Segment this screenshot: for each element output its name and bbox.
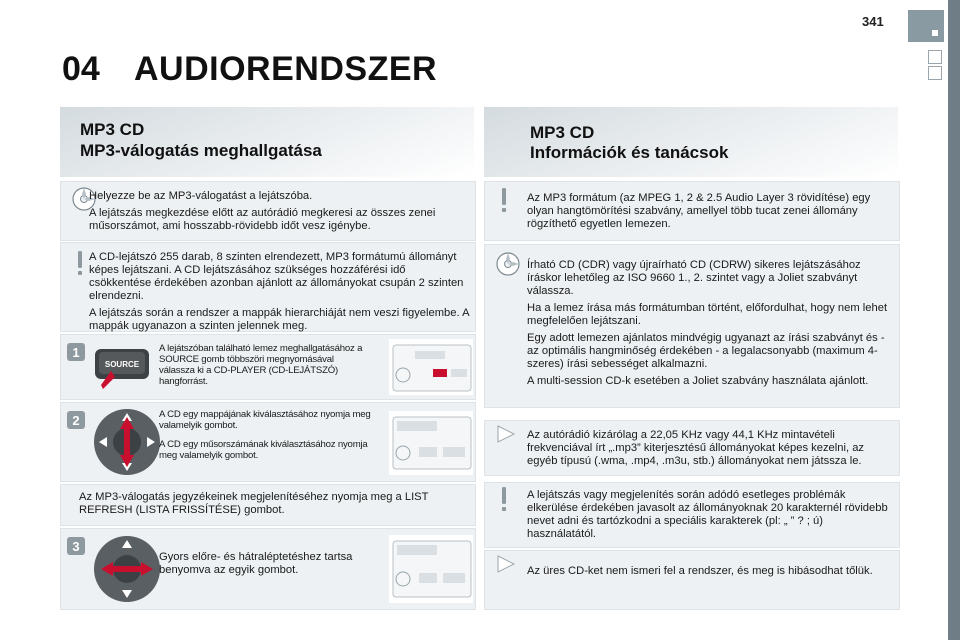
step-number-icon: [67, 411, 85, 429]
right-info-block-2: [484, 244, 900, 408]
page-tab-mark: [932, 30, 938, 36]
side-checkbox-2: [928, 66, 942, 80]
exclamation-icon: [75, 251, 85, 277]
radio-unit-icon: [389, 535, 473, 603]
left-section-header: [60, 107, 474, 177]
chevron-right-icon: [495, 423, 517, 445]
left-block1-p1: Helyezze be az MP3-válogatást a lejátszóba.: [89, 190, 313, 202]
radio-unit-inset-1: [389, 339, 473, 395]
left-block1-p2: A lejátszás megkezdése előtt az autórádió megkeresi az összes zenei műsorszámot, ami hosszabb-rövidebb időt vesz igénybe.: [89, 207, 436, 232]
right-block2-p2: Ha a lemez írása más formátumban történt, előfordulhat, hogy nem lehet megfelelően lejátszani.: [527, 302, 888, 327]
side-checkbox-1: [928, 50, 942, 64]
right-block4-text: A lejátszás vagy megjelenítés során adódó esetleges problémák elkerülése érdekében javasolt az állományoknak 20 karakternél rövidebb nevet adni és tartózkodni a speciális karakterek (pl: „ ” ? ; ú) használatától.: [527, 489, 888, 540]
right-block1-text: Az MP3 formátum (az MPEG 1, 2 & 2.5 Audio Layer 3 rövidítése) egy olyan hangtömörítési szabvány, amellyel több tucat zenei állomány rögzíthető egyetlen lemezen.: [527, 192, 871, 230]
cd-icon: [495, 251, 521, 277]
page-tab: [908, 10, 944, 42]
radio-unit-inset-2: [389, 411, 473, 475]
chapter-number: 04: [62, 50, 100, 88]
left-step2-text2: A CD egy műsorszámának kiválasztásához nyomja meg valamelyik gombot.: [159, 439, 368, 461]
page-edge-strip: [948, 0, 960, 640]
left-info-block-1: [60, 181, 476, 241]
radio-unit-icon: [389, 411, 473, 475]
right-block5-text: Az üres CD-ket nem ismeri fel a rendszer, és meg is hibásodhat tőlük.: [527, 565, 873, 577]
right-block2-p1: Írható CD (CDR) vagy újraírható CD (CDRW) sikeres lejátszásához íráskor lehetőleg az ISO 9660 1., 2. szintet vagy a Joliet szabványt válassza.: [527, 259, 861, 297]
chevron-right-icon: [495, 553, 517, 575]
navigation-pad-icon: [91, 405, 163, 479]
right-info-block-1: [484, 181, 900, 241]
navigation-pad-icon: [91, 532, 163, 606]
left-block2-p1: A CD-lejátszó 255 darab, 8 szinten elrendezett, MP3 formátumú állományt képes lejátszani. A CD lejátszásához szükséges hozzáférési idő csökkentése érdekében azonban ajánlott az állományokat csupán 2 szinten elrendezni.: [89, 251, 464, 302]
left-header-line2: MP3-válogatás meghallgatása: [80, 141, 322, 160]
source-button-icon: [91, 341, 153, 391]
left-block3-text: Az MP3-válogatás jegyzékeinek megjelenítéséhez nyomja meg a LIST REFRESH (LISTA FRISSÍTÉSE) gombot.: [79, 491, 429, 516]
step-number-icon: [67, 537, 85, 555]
right-block2-p4: A multi-session CD-k esetében a Joliet szabvány használata ajánlott.: [527, 375, 869, 387]
source-button-label: SOURCE: [104, 360, 140, 369]
left-header-line1: MP3 CD: [80, 120, 145, 139]
radio-unit-inset-3: [389, 535, 473, 603]
left-step1-text: A lejátszóban található lemez meghallgatásához a SOURCE gomb többszöri megnyomásával válassza ki a CD-PLAYER (CD-LEJÁTSZÓ) hangforrást.: [159, 343, 363, 387]
left-step2-text1: A CD egy mappájának kiválasztásához nyomja meg valamelyik gombot.: [159, 409, 371, 431]
exclamation-icon: [499, 188, 509, 214]
left-info-block-3: [60, 484, 476, 526]
right-section-header: [484, 107, 898, 177]
right-header-line1: MP3 CD: [530, 123, 595, 142]
step-number-icon: [67, 343, 85, 361]
left-block2-p2: A lejátszás során a rendszer a mappák hierarchiáját nem veszi figyelembe. A mappák ugyanazon a szinten jelennek meg.: [89, 307, 469, 332]
left-step3-text: Gyors előre- és hátraléptetéshez tartsa benyomva az egyik gombot.: [159, 551, 353, 576]
left-step-3-block: [60, 528, 476, 610]
right-block2-p3: Egy adott lemezen ajánlatos mindvégig ugyanazt az írási szabványt és - az optimális hangminőség érdekében - a legalacsonyabb (maximum 4-szeres) írási sebességet alkalmazni.: [527, 332, 885, 370]
radio-unit-icon: [389, 339, 473, 395]
step-1-number: 1: [72, 345, 80, 360]
right-header-line2: Információk és tanácsok: [530, 143, 729, 162]
right-block3-text: Az autórádió kizárólag a 22,05 KHz vagy 44,1 KHz mintavételi frekvenciával írt „.mp3” kiterjesztésű állományokat képes kezelni, az egyéb típusú (.wma, .mp4, .m3u, stb.) állományokat nem játssza le.: [527, 429, 865, 467]
page-number: 341: [862, 14, 884, 29]
left-step-1-block: [60, 334, 476, 400]
step-3-number: 3: [72, 539, 80, 554]
step-2-number: 2: [72, 413, 80, 428]
left-info-block-2: [60, 242, 476, 332]
exclamation-icon: [499, 487, 509, 513]
right-info-block-5: [484, 550, 900, 610]
right-info-block-3: [484, 420, 900, 476]
left-step-2-block: [60, 402, 476, 482]
right-info-block-4: [484, 482, 900, 548]
chapter-title: AUDIORENDSZER: [134, 50, 438, 88]
